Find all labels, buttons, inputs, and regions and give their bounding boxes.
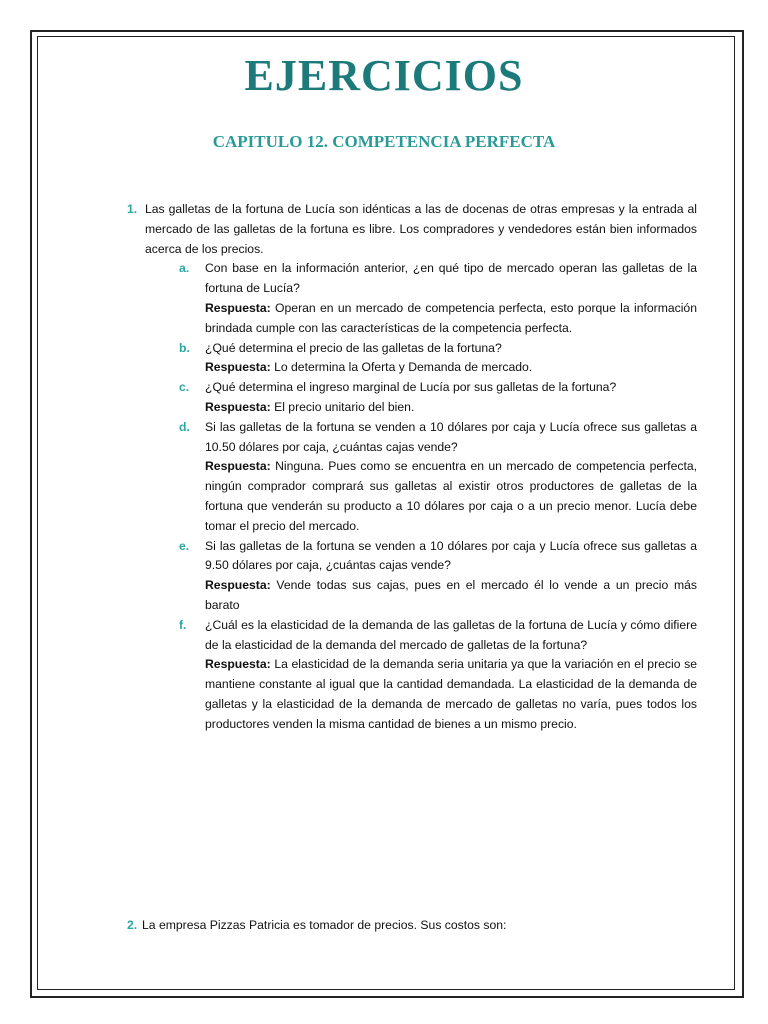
- sub-question-letter: e.: [179, 538, 190, 553]
- answer-text: Lo determina la Oferta y Demanda de mercado.: [270, 360, 533, 375]
- sub-question-text: Si las galletas de la fortuna se venden a 10 dólares por caja y Lucía ofrece sus galletas a 10.50 dólares por caja, ¿cuántas cajas vende?: [205, 419, 697, 454]
- answer: [205, 576, 697, 616]
- page-title: EJERCICIOS: [244, 51, 524, 100]
- question-1-statement: [127, 200, 697, 259]
- chapter-title: CAPITULO 12. COMPETENCIA PERFECTA: [212, 132, 556, 151]
- sub-question-letter: a.: [179, 261, 190, 276]
- answer-label: Respuesta:: [205, 300, 271, 315]
- question-1: [127, 200, 697, 735]
- answer-label: Respuesta:: [205, 657, 271, 672]
- sub-question-a: [179, 259, 697, 338]
- sub-question-b: [179, 339, 697, 379]
- sub-question-text: ¿Qué determina el precio de las galletas de la fortuna?: [205, 340, 502, 355]
- sub-question-e: [179, 537, 697, 616]
- question-text: Las galletas de la fortuna de Lucía son idénticas a las de docenas de otras empresas y la entrada al mercado de las galletas de la fortuna es libre. Los compradores y vendedores están bien informados acerca de los precios.: [145, 202, 697, 256]
- answer-text: La elasticidad de la demanda seria unitaria ya que la variación en el precio se mantiene constante al igual que la cantidad demandada. La elasticidad de la demanda de galletas y la elasticidad de la demanda de mercado de galletas no varía, pues todos los productores venden la misma cantidad de bienes a un mismo precio.: [205, 657, 697, 731]
- answer: [205, 655, 697, 734]
- answer-text: Vende todas sus cajas, pues en el mercado él lo vende a un precio más barato: [205, 578, 697, 612]
- sub-question-letter: c.: [179, 380, 190, 395]
- sub-question-letter: b.: [179, 340, 190, 355]
- sub-question-d: [179, 418, 697, 537]
- sub-question-text: ¿Cuál es la elasticidad de la demanda de las galletas de la fortuna de Lucía y cómo difiere de la elasticidad de la demanda del mercado de galletas de la fortuna?: [205, 617, 697, 652]
- sub-question-c: [179, 378, 697, 418]
- question-text: La empresa Pizzas Patricia es tomador de precios. Sus costos son:: [142, 918, 507, 932]
- sub-question-text: Si las galletas de la fortuna se venden a 10 dólares por caja y Lucía ofrece sus galletas a 9.50 dólares por caja, ¿cuántas cajas vende?: [205, 538, 697, 573]
- answer: [205, 299, 697, 339]
- answer-text: Ninguna. Pues como se encuentra en un mercado de competencia perfecta, ningún comprador comprará sus galletas al existir otros productores de galletas de la fortuna que venderán su producto a 10 dólares por caja o a un precio menor. Lucía debe tomar el precio del mercado.: [205, 459, 697, 533]
- answer-text: Operan en un mercado de competencia perfecta, esto porque la información brindada cumple con las características de la competencia perfecta.: [205, 300, 697, 335]
- sub-question-text: ¿Qué determina el ingreso marginal de Lucía por sus galletas de la fortuna?: [205, 380, 617, 395]
- sub-question-letter: d.: [179, 419, 190, 434]
- answer-label: Respuesta:: [205, 459, 271, 474]
- answer: [205, 398, 697, 418]
- sub-question-letter: f.: [179, 617, 187, 632]
- question-number: 1.: [127, 202, 138, 216]
- answer: [205, 358, 697, 378]
- question-number: 2.: [127, 918, 138, 932]
- sub-question-f: [179, 616, 697, 735]
- answer-label: Respuesta:: [205, 399, 271, 414]
- question-2: [127, 916, 697, 936]
- answer-label: Respuesta:: [205, 578, 271, 593]
- answer-text: El precio unitario del bien.: [270, 399, 415, 414]
- answer-label: Respuesta:: [205, 360, 271, 375]
- sub-question-text: Con base en la información anterior, ¿en qué tipo de mercado operan las galletas de la fortuna de Lucía?: [205, 261, 697, 296]
- answer: [205, 457, 697, 536]
